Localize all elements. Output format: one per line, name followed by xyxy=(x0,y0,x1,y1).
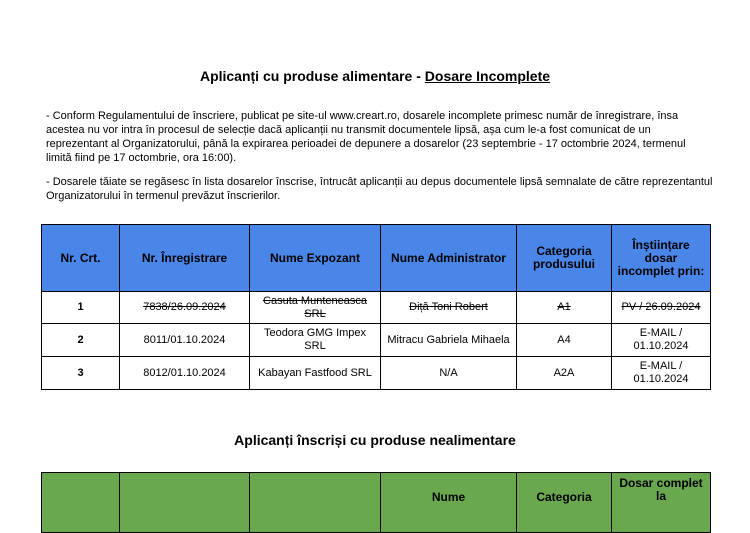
table-header-row xyxy=(42,473,711,533)
cell-registration: 7838/26.09.2024 xyxy=(120,292,250,324)
section-title-food xyxy=(0,68,750,84)
cell-nr: 3 xyxy=(42,357,120,390)
table-row xyxy=(42,324,711,357)
header-category: Categoria xyxy=(517,473,612,533)
header-nr: Nr. Crt. xyxy=(42,225,120,292)
cell-category: A4 xyxy=(517,324,612,357)
cell-administrator: Mitracu Gabriela Mihaela xyxy=(381,324,517,357)
header-exhibitor: Nume Expozant xyxy=(250,225,381,292)
cell-registration: 8011/01.10.2024 xyxy=(120,324,250,357)
section-title-nonfood: Aplicanți înscriși cu produse nealimentare xyxy=(234,432,516,448)
header-col-2 xyxy=(120,473,250,533)
table-header-row xyxy=(42,225,711,292)
table-row xyxy=(42,357,711,390)
title-prefix: Aplicanți cu produse alimentare - xyxy=(199,68,425,84)
cell-registration: 8012/01.10.2024 xyxy=(120,357,250,390)
cell-nr: 1 xyxy=(42,292,120,324)
cell-category: A2A xyxy=(517,357,612,390)
header-registration: Nr. Înregistrare xyxy=(120,225,250,292)
cell-notification: E-MAIL / 01.10.2024 xyxy=(612,324,711,357)
struck-files-paragraph: - Dosarele tăiate se regăsesc în lista dosarelor înscrise, întrucât aplicanții au depus documentele lipsă semnalate de către reprezentantul Organizatorului în termenul prevăzut înscrierilor. xyxy=(46,176,713,202)
cell-exhibitor: Kabayan Fastfood SRL xyxy=(250,357,381,390)
header-administrator: Nume Administrator xyxy=(381,225,517,292)
cell-notification: PV / 26.09.2024 xyxy=(612,292,711,324)
nonfood-files-table xyxy=(41,472,711,533)
header-administrator: Nume xyxy=(381,473,517,533)
title-underlined: Dosare Incomplete xyxy=(424,68,551,84)
header-col-1 xyxy=(42,473,120,533)
cell-administrator: Diță Toni Robert xyxy=(381,292,517,324)
header-col-3 xyxy=(250,473,381,533)
header-notification: Înștiințare dosar incomplet prin: xyxy=(612,225,711,292)
cell-exhibitor: Teodora GMG Impex SRL xyxy=(250,324,381,357)
cell-nr: 2 xyxy=(42,324,120,357)
cell-category: A1 xyxy=(517,292,612,324)
table-row xyxy=(42,292,711,324)
cell-exhibitor: Casuta Munteneasca SRL xyxy=(250,292,381,324)
cell-administrator: N/A xyxy=(381,357,517,390)
header-category: Categoria produsului xyxy=(517,225,612,292)
rules-paragraph: - Conform Regulamentului de înscriere, publicat pe site-ul www.creart.ro, dosarele incomplete primesc număr de înregistrare, însa acestea nu vor intra în procesul de selecție dacă aplicanții nu transmit documentele lipsă, așa cum le-a fost comunicat de un reprezentant al Organizatorului, până la expirarea perioadei de depunere a dosarelor (23 septembrie - 17 octombrie 2024, termenul limită fiind pe 17 octombrie, ora 16:00). xyxy=(46,110,686,164)
incomplete-files-table xyxy=(41,224,711,390)
cell-notification: E-MAIL / 01.10.2024 xyxy=(612,357,711,390)
header-complete: Dosar complet la xyxy=(612,473,711,533)
